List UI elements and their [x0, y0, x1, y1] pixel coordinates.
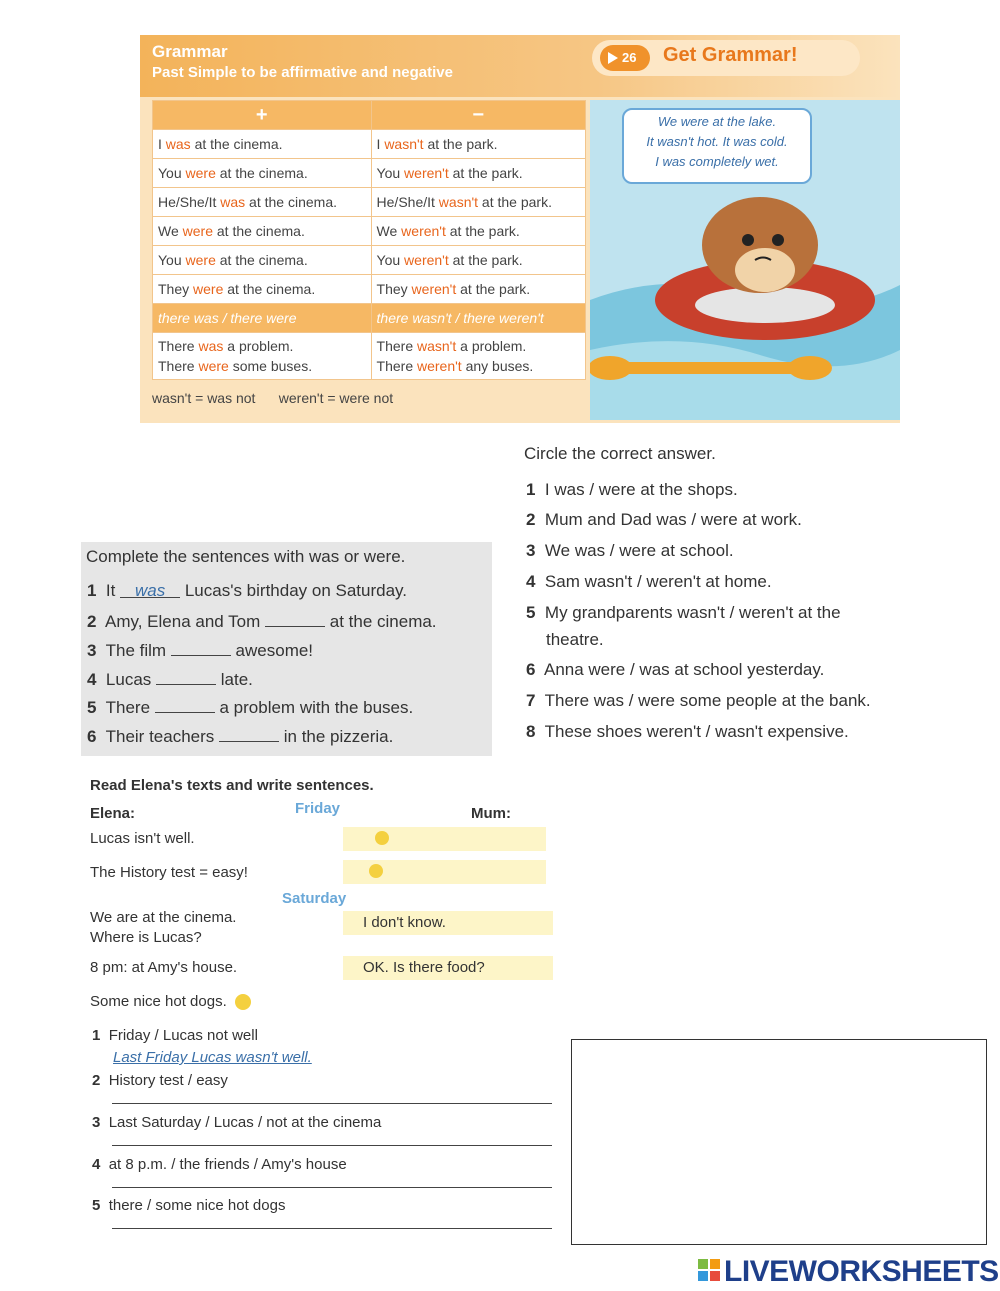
elena-label: Elena: — [90, 805, 136, 822]
audio-badge[interactable] — [600, 45, 650, 71]
reply-bubble — [343, 827, 546, 851]
message: The History test = easy! — [90, 864, 248, 881]
hamster-eye — [742, 234, 754, 246]
example-answer: Last Friday Lucas wasn't well. — [113, 1049, 312, 1066]
grammar-title: Grammar — [152, 42, 228, 61]
table-row: There was a problem. There were some buses. There wasn't a problem. There weren't any buses. — [153, 333, 586, 380]
answer-input[interactable] — [219, 725, 279, 742]
reply-bubble: I don't know. — [343, 911, 553, 935]
grammar-table — [152, 100, 586, 380]
saturday-label: Saturday — [282, 890, 347, 907]
table-row: They were at the cinema. They weren't at the park. — [153, 275, 586, 304]
answer-line[interactable] — [112, 1103, 552, 1104]
list-item: 7 There was / were some people at the bank. — [526, 691, 871, 710]
list-item: 4 Lucas late. — [87, 670, 253, 689]
list-item: 2 History test / easy — [92, 1072, 228, 1089]
list-item: 1 I was / were at the shops. — [526, 480, 738, 499]
message: Where is Lucas? — [90, 929, 202, 946]
answer-input[interactable] — [155, 696, 215, 713]
texts-heading: Read Elena's texts and write sentences. — [90, 777, 374, 794]
speech-bubble: We were at the lake. It wasn't hot. It was cold. I was completely wet. — [622, 108, 812, 184]
list-item: 8 These shoes weren't / wasn't expensive. — [526, 722, 849, 741]
message: Lucas isn't well. — [90, 830, 195, 847]
list-item: 3 The film awesome! — [87, 641, 314, 660]
answer-textbox[interactable] — [571, 1039, 987, 1245]
answer-line[interactable] — [112, 1228, 552, 1229]
minus-header: − — [371, 101, 585, 130]
list-item: 5 There a problem with the buses. — [87, 698, 414, 717]
plus-header: + — [153, 101, 372, 130]
list-item: 4 at 8 p.m. / the friends / Amy's house — [92, 1156, 347, 1173]
reply-bubble — [343, 860, 546, 884]
paddle-shaft — [600, 362, 820, 374]
get-grammar-label: Get Grammar! — [663, 44, 798, 66]
list-item: 3 We was / were at school. — [526, 541, 734, 560]
liveworksheets-logo-icon — [698, 1259, 720, 1281]
list-item: 6 Their teachers in the pizzeria. — [87, 727, 394, 746]
complete-heading: Complete the sentences with was or were. — [86, 547, 406, 566]
answer-line[interactable] — [112, 1145, 552, 1146]
liveworksheets-logo: LIVEWORKSHEETS — [724, 1255, 999, 1288]
list-item: 1 It was Lucas's birthday on Saturday. — [87, 581, 408, 600]
answer-input[interactable]: was — [120, 581, 180, 598]
list-item: 3 Last Saturday / Lucas / not at the cinema — [92, 1114, 382, 1131]
paddle-blade — [590, 356, 632, 380]
track-number: 26 — [622, 50, 637, 65]
table-row: You were at the cinema. You weren't at the park. — [153, 246, 586, 275]
friday-label: Friday — [295, 800, 341, 817]
message: Some nice hot dogs. — [90, 993, 251, 1010]
table-row: He/She/It was at the cinema. He/She/It wasn't at the park. — [153, 188, 586, 217]
table-row: You were at the cinema. You weren't at the park. — [153, 159, 586, 188]
table-row: We were at the cinema. We weren't at the park. — [153, 217, 586, 246]
sad-emoji-icon — [375, 831, 389, 845]
there-header-row: there was / there were there wasn't / there weren't — [153, 304, 586, 333]
list-item: 5 My grandparents wasn't / weren't at the — [526, 603, 841, 622]
hamster-eye — [772, 234, 784, 246]
grammar-subtitle: Past Simple to be affirmative and negative — [152, 64, 453, 81]
smile-emoji-icon — [369, 864, 383, 878]
paddle-blade — [788, 356, 832, 380]
list-item: 4 Sam wasn't / weren't at home. — [526, 572, 772, 591]
answer-line[interactable] — [112, 1187, 552, 1188]
circle-heading: Circle the correct answer. — [524, 444, 716, 463]
message: 8 pm: at Amy's house. — [90, 959, 238, 976]
table-row: I was at the cinema. I wasn't at the park. — [153, 130, 586, 159]
list-item: 2 Mum and Dad was / were at work. — [526, 510, 802, 529]
mum-label: Mum: — [471, 805, 511, 822]
answer-input[interactable] — [171, 639, 231, 656]
smile-emoji-icon — [235, 994, 251, 1010]
answer-input[interactable] — [265, 610, 325, 627]
list-item: 6 Anna were / was at school yesterday. — [526, 660, 825, 679]
hamster-belly — [735, 248, 795, 292]
list-item: 2 Amy, Elena and Tom at the cinema. — [87, 612, 437, 631]
play-icon — [608, 52, 618, 64]
list-item: 1 Friday / Lucas not well — [92, 1027, 258, 1044]
contraction-note: wasn't = was not weren't = were not — [152, 390, 394, 406]
reply-bubble: OK. Is there food? — [343, 956, 553, 980]
list-item-continuation: theatre. — [546, 630, 604, 649]
list-item: 5 there / some nice hot dogs — [92, 1197, 286, 1214]
answer-input[interactable] — [156, 668, 216, 685]
message: We are at the cinema. — [90, 909, 237, 926]
